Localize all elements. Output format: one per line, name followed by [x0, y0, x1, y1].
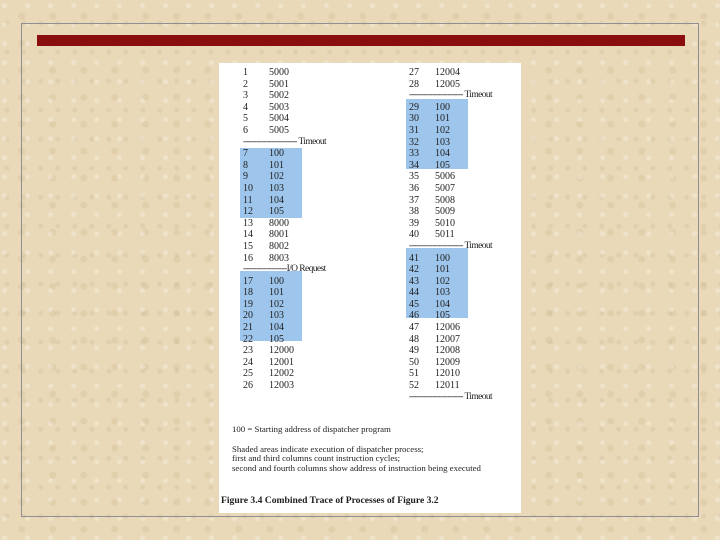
cycle-number: 32: [409, 136, 419, 148]
address-note: second and fourth columns show address of instruction being executed: [232, 462, 481, 473]
cycle-number: 21: [243, 322, 253, 334]
instruction-address: 100: [435, 101, 450, 113]
instruction-address: 12000: [269, 345, 294, 357]
figure-caption: Figure 3.4 Combined Trace of Processes of Figure 3.2: [221, 495, 439, 506]
cycle-number: 2: [243, 78, 248, 90]
instruction-address: 5002: [269, 90, 289, 102]
cycle-number: 35: [409, 171, 419, 183]
instruction-address: 12009: [435, 356, 460, 368]
instruction-address: 101: [269, 159, 284, 171]
instruction-address: 104: [269, 194, 284, 206]
cycle-number: 22: [243, 333, 253, 345]
instruction-address: 103: [269, 182, 284, 194]
cycle-number: 29: [409, 101, 419, 113]
instruction-address: 103: [435, 136, 450, 148]
cycle-number: 38: [409, 206, 419, 218]
cycle-number: 24: [243, 356, 253, 368]
cycle-number: 10: [243, 182, 253, 194]
instruction-address: 100: [435, 252, 450, 264]
instruction-address: 12003: [269, 380, 294, 392]
separator-label: -----------------I/O Request: [243, 264, 326, 275]
instruction-address: 101: [435, 113, 450, 125]
cycle-number: 42: [409, 264, 419, 276]
cycle-number: 30: [409, 113, 419, 125]
instruction-address: 5000: [269, 67, 289, 78]
instruction-address: 5001: [269, 78, 289, 90]
instruction-address: 103: [435, 287, 450, 299]
instruction-address: 8003: [269, 252, 289, 264]
instruction-address: 12011: [435, 380, 460, 392]
instruction-address: 103: [269, 310, 284, 322]
cycle-number: 11: [243, 194, 253, 206]
cycle-number: 18: [243, 287, 253, 299]
instruction-address: 5003: [269, 101, 289, 113]
instruction-address: 5010: [435, 217, 455, 229]
cycle-number: 17: [243, 275, 253, 287]
cycle-number: 49: [409, 345, 419, 357]
instruction-address: 102: [435, 275, 450, 287]
cycle-number: 39: [409, 217, 419, 229]
figure-page: [219, 63, 521, 513]
instruction-address: 100: [269, 275, 284, 287]
separator-label: --------------------- Timeout: [243, 136, 327, 147]
cycle-number: 37: [409, 194, 419, 206]
cycle-number: 26: [243, 380, 253, 392]
cycle-number: 51: [409, 368, 419, 380]
cycle-number: 12: [243, 206, 253, 218]
separator-label: --------------------- Timeout: [409, 90, 493, 101]
instruction-address: 101: [269, 287, 284, 299]
cycle-number: 4: [243, 101, 248, 113]
instruction-address: 12005: [435, 78, 460, 90]
instruction-address: 12010: [435, 368, 460, 380]
instruction-address: 5008: [435, 194, 455, 206]
cycle-number: 5: [243, 113, 248, 125]
instruction-address: 104: [435, 148, 450, 160]
cycle-number: 14: [243, 229, 253, 241]
instruction-address: 12008: [435, 345, 460, 357]
instruction-address: 102: [269, 171, 284, 183]
instruction-address: 105: [435, 159, 450, 171]
instruction-address: 101: [435, 264, 450, 276]
cycle-number: 13: [243, 217, 253, 229]
cycle-number: 15: [243, 240, 253, 252]
cycle-number: 6: [243, 124, 248, 136]
cycle-number: 3: [243, 90, 248, 102]
instruction-address: 12001: [269, 356, 294, 368]
cycle-number: 7: [243, 148, 248, 160]
cycle-number: 41: [409, 252, 419, 264]
instruction-address: 8002: [269, 240, 289, 252]
columns-note: first and third columns count instruction cycles;: [232, 453, 401, 464]
title-bar-accent: [37, 35, 685, 46]
instruction-address: 12002: [269, 368, 294, 380]
instruction-address: 12006: [435, 322, 460, 334]
instruction-address: 105: [269, 333, 284, 345]
instruction-address: 8001: [269, 229, 289, 241]
cycle-number: 25: [243, 368, 253, 380]
separator-label: --------------------- Timeout: [409, 240, 493, 251]
instruction-address: 5004: [269, 113, 289, 125]
cycle-number: 52: [409, 380, 419, 392]
instruction-address: 105: [435, 310, 450, 322]
cycle-number: 44: [409, 287, 419, 299]
cycle-number: 50: [409, 356, 419, 368]
cycle-number: 47: [409, 322, 419, 334]
cycle-number: 33: [409, 148, 419, 160]
cycle-number: 23: [243, 345, 253, 357]
cycle-number: 43: [409, 275, 419, 287]
instruction-address: 5005: [269, 124, 289, 136]
cycle-number: 31: [409, 124, 419, 136]
cycle-number: 1: [243, 67, 248, 78]
figure-notes: [232, 425, 481, 473]
instruction-address: 5011: [435, 229, 455, 241]
cycle-number: 16: [243, 252, 253, 264]
cycle-number: 34: [409, 159, 419, 171]
cycle-number: 36: [409, 182, 419, 194]
instruction-address: 5007: [435, 182, 455, 194]
instruction-address: 12007: [435, 333, 460, 345]
instruction-address: 104: [269, 322, 284, 334]
instruction-address: 105: [269, 206, 284, 218]
cycle-number: 8: [243, 159, 248, 171]
separator-label: --------------------- Timeout: [409, 391, 493, 402]
cycle-number: 27: [409, 67, 419, 78]
instruction-address: 102: [269, 298, 284, 310]
cycle-number: 20: [243, 310, 253, 322]
instruction-address: 8000: [269, 217, 289, 229]
shading-note: Shaded areas indicate execution of dispatcher process;: [232, 443, 424, 454]
instruction-address: 5006: [435, 171, 455, 183]
instruction-address: 102: [435, 124, 450, 136]
instruction-address: 5009: [435, 206, 455, 218]
instruction-address: 12004: [435, 67, 460, 78]
cycle-number: 9: [243, 171, 248, 183]
cycle-number: 48: [409, 333, 419, 345]
instruction-address: 100: [269, 148, 284, 160]
cycle-number: 40: [409, 229, 419, 241]
dispatcher-note: 100 = Starting address of dispatcher program: [232, 424, 391, 434]
cycle-number: 28: [409, 78, 419, 90]
cycle-number: 45: [409, 298, 419, 310]
instruction-address: 104: [435, 298, 450, 310]
cycle-number: 19: [243, 298, 253, 310]
cycle-number: 46: [409, 310, 419, 322]
